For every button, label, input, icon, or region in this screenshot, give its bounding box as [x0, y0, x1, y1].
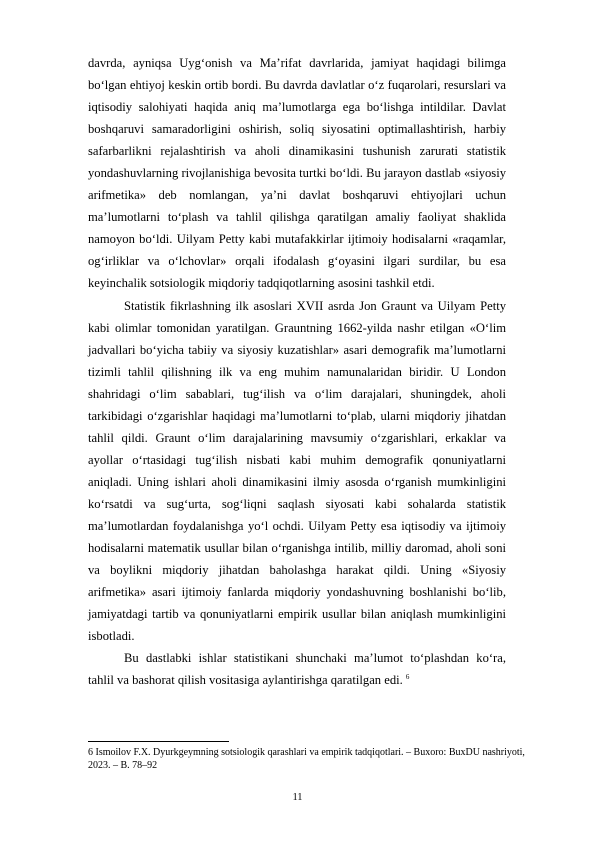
footnote: 6 Ismoilov F.X. Dyurkgeymning sotsiologik qarashlari va empirik tadqiqotlari. – Buxoro: BuxDU nashriyoti, 2023. – B. 78–92: [88, 747, 525, 771]
paragraph-3: [88, 647, 506, 691]
footnote-divider: [88, 741, 229, 742]
paragraph-3-text: Bu dastlabki ishlar statistikani shunchaki maʼlumot toʻplashdan koʻra, tahlil va bashorat qilish vositasiga aylantirishga qaratilgan edi.: [88, 651, 506, 688]
footnote-reference[interactable]: 6: [405, 673, 410, 682]
page-number: 11: [292, 792, 303, 803]
document-body: [88, 52, 506, 691]
paragraph-2: Statistik fikrlashning ilk asoslari XVII asrda Jon Graunt va Uilyam Petty kabi olimlar tomonidan yaratilgan. Grauntning 1662-yilda nashr etilgan «Oʻlim jadvallari boʻyicha tabiiy va siyosiy kuzatishlar» asari demografik maʼlumotlarni tizimli tahlil qilishning ilk va eng muhim namunalaridan biridir. U London shahridagi oʻlim sabablari, tugʻilish va oʻlim darajalari, shuningdek, aholi tarkibidagi oʻzgarishlar haqidagi maʼlumotlarni toʻplab, ularni miqdoriy jihatdan tahlil qildi. Graunt oʻlim darajalarining mavsumiy oʻzgarishlari, erkaklar va ayollar oʻrtasidagi tugʻilish nisbati kabi muhim demografik qonuniyatlarni aniqladi. Uning ishlari aholi dinamikasini ilmiy asosda oʻrganish mumkinligini koʻrsatdi va sugʻurta, sogʻliqni saqlash siyosati kabi sohalarda statistik maʼlumotlardan foydalanishga yoʻl ochdi. Uilyam Petty esa iqtisodiy va ijtimoiy hodisalarni matematik usullar bilan oʻrganishga intilib, milliy daromad, aholi soni va boylikni miqdoriy jihatdan baholashga harakat qildi. Uning «Siyosiy arifmetika» asari ijtimoiy fanlarda miqdoriy yondashuvning boshlanishi boʻlib, jamiyatdagi tartib va qonuniyatlarni empirik usullar bilan aniqlash mumkinligini isbotladi.: [88, 298, 506, 644]
paragraph-1: davrda, ayniqsa Uygʻonish va Maʼrifat davrlarida, jamiyat haqidagi bilimga boʻlgan ehtiyoj keskin ortib bordi. Bu davrda davlatlar oʻz fuqarolari, resurslari va iqtisodiy salohiyati haqida aniq maʼlumotlarga ega boʻlishga intildilar. Davlat boshqaruvi samaradorligini oshirish, soliq siyosatini optimallashtirish, harbiy safarbarlikni rejalashtirish va aholi dinamikasini tushunish zarurati statistik yondashuvlarning rivojlanishiga bevosita turtki boʻldi. Bu jarayon dastlab «siyosiy arifmetika» deb nomlangan, yaʼni davlat boshqaruvi ehtiyojlari uchun maʼlumotlarni toʻplash va tahlil qilishga qaratilgan amaliy faoliyat shaklida namoyon boʻldi. Uilyam Petty kabi mutafakkirlar ijtimoiy hodisalarni «raqamlar, ogʻirliklar va oʻlchovlar» orqali ifodalash gʻoyasini ilgari surdilar, bu esa keyinchalik sotsiologik miqdoriy tadqiqotlarning asosini tashkil etdi.: [88, 56, 506, 291]
